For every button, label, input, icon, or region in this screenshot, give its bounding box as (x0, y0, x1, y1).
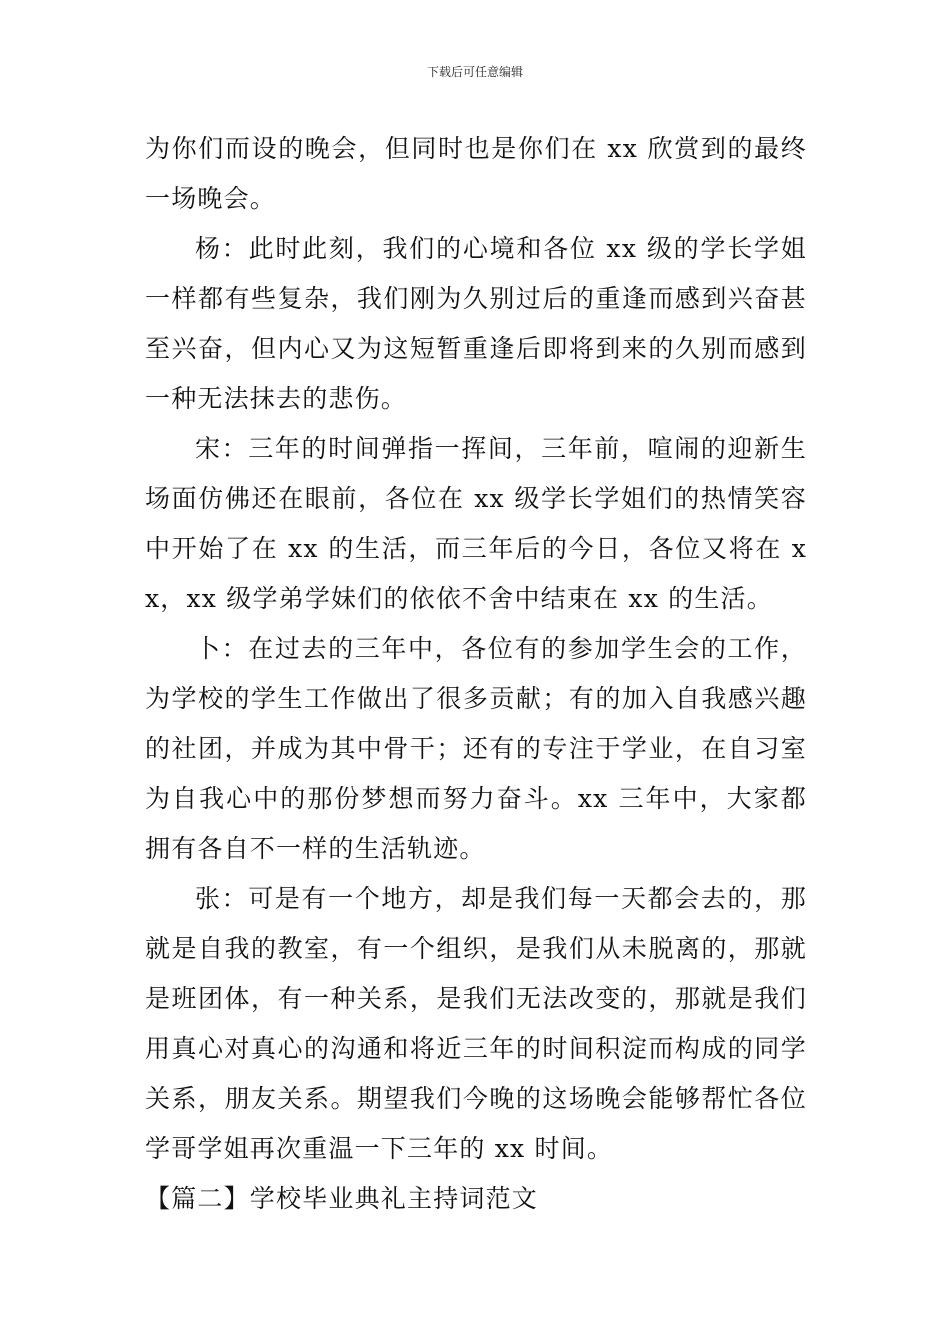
page-header: 下载后可任意编辑 (426, 65, 523, 79)
paragraph-bu: 卜：在过去的三年中，各位有的参加学生会的工作，为学校的学生工作做出了很多贡献；有的加入自我感兴趣的社团，并成为其中骨干；还有的专注于学业，在自习室为自我心中的那份梦想而努力奋斗。xx 三年中，大家都拥有各自不一样的生活轨迹。 (145, 634, 807, 863)
paragraph-yang: 杨：此时此刻，我们的心境和各位 xx 级的学长学姐一样都有些复杂，我们刚为久别过后的重逢而感到兴奋甚至兴奋，但内心又为这短暂重逢后即将到来的久别而感到一种无法抹去的悲伤。 (145, 234, 807, 413)
paragraph-song: 宋：三年的时间弹指一挥间，三年前，喧闹的迎新生场面仿佛还在眼前，各位在 xx 级学长学姐们的热情笑容中开始了在 xx 的生活，而三年后的今日，各位又将在 xx，xx 级学弟学妹们的依依不舍中结束在 xx 的生活。 (145, 434, 807, 613)
document-body (145, 124, 807, 1224)
paragraph-zhang: 张：可是有一个地方，却是我们每一天都会去的，那就是自我的教室，有一个组织，是我们从未脱离的，那就是班团体，有一种关系，是我们无法改变的，那就是我们用真心对真心的沟通和将近三年的时间积淀而构成的同学关系，朋友关系。期望我们今晚的这场晚会能够帮忙各位学哥学姐再次重温一下三年的 xx 时间。 (145, 884, 807, 1163)
section-heading: 【篇二】学校毕业典礼主持词范文 (145, 1184, 539, 1213)
paragraph-continuation: 为你们而设的晚会，但同时也是你们在 xx 欣赏到的最终一场晚会。 (145, 134, 807, 213)
